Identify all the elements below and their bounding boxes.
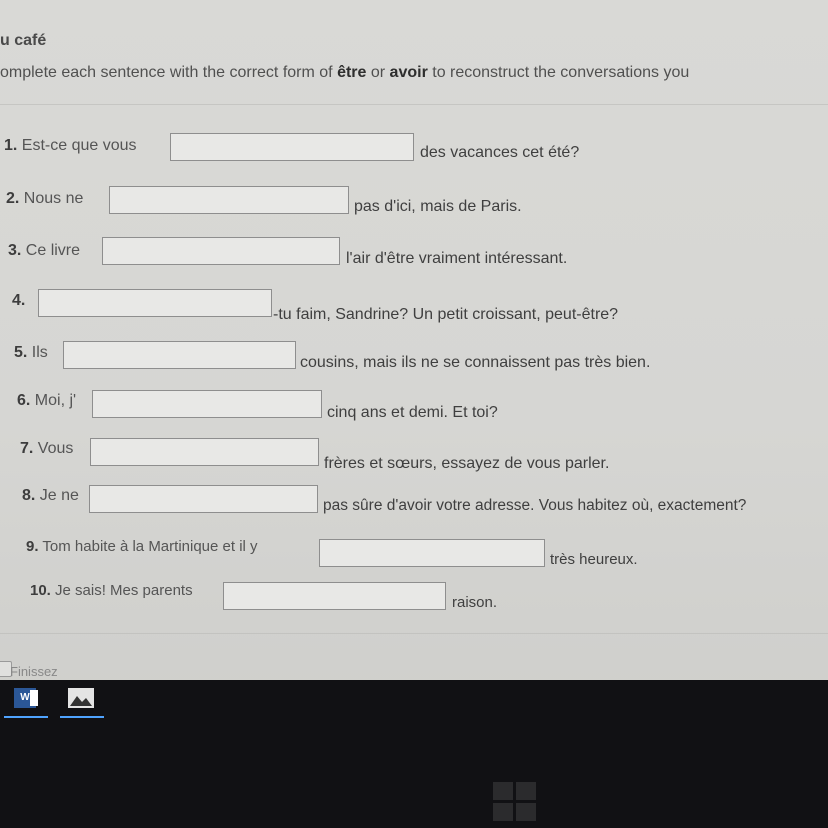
photos-active-indicator — [60, 716, 104, 718]
answer-field-5[interactable] — [63, 341, 296, 369]
header-divider — [0, 104, 828, 105]
question-suffix-5: cousins, mais ils ne se connaissent pas très bien. — [300, 354, 651, 371]
question-suffix-9: très heureux. — [550, 551, 638, 568]
question-number: 10. — [30, 582, 51, 599]
question-1 — [4, 137, 137, 155]
question-prefix: Nous ne — [23, 190, 84, 207]
answer-field-1[interactable] — [170, 133, 414, 161]
answer-field-7[interactable] — [90, 438, 319, 466]
question-8 — [22, 487, 79, 505]
page-title: u café — [0, 32, 47, 49]
photos-icon[interactable] — [68, 688, 94, 708]
instructions-part-2: or — [366, 64, 390, 81]
word-icon[interactable]: W — [14, 688, 36, 708]
mountain-glyph — [68, 688, 94, 708]
question-number: 5. — [14, 344, 28, 361]
answer-field-10[interactable] — [223, 582, 446, 610]
instructions-bold-avoir: avoir — [389, 64, 428, 81]
question-4 — [12, 292, 25, 310]
question-suffix-3: l'air d'être vraiment intéressant. — [346, 250, 568, 267]
question-10 — [30, 582, 193, 599]
footer-divider — [0, 633, 828, 634]
question-prefix: Tom habite à la Martinique et il y — [42, 538, 258, 555]
instructions-part-1: omplete each sentence with the correct form of — [0, 64, 338, 81]
question-prefix: Moi, j' — [34, 392, 77, 409]
question-suffix-1: des vacances cet été? — [420, 144, 580, 161]
question-5 — [14, 344, 48, 362]
question-number: 6. — [17, 392, 31, 409]
question-6 — [17, 392, 76, 410]
instructions-bold-etre: être — [337, 64, 367, 81]
answer-field-6[interactable] — [92, 390, 322, 418]
question-prefix: Je sais! Mes parents — [55, 582, 193, 599]
question-number: 9. — [26, 538, 39, 555]
windows-logo-icon — [493, 782, 537, 822]
answer-field-9[interactable] — [319, 539, 545, 567]
finish-label: Finissez — [10, 664, 58, 679]
question-number: 8. — [22, 487, 36, 504]
question-number: 7. — [20, 440, 34, 457]
question-3 — [8, 242, 80, 260]
question-suffix-7: frères et sœurs, essayez de vous parler. — [324, 455, 610, 472]
question-2 — [6, 190, 83, 208]
word-active-indicator — [4, 716, 48, 718]
question-prefix: Je ne — [39, 487, 79, 504]
question-7 — [20, 440, 73, 458]
question-suffix-10: raison. — [452, 594, 498, 611]
answer-field-2[interactable] — [109, 186, 349, 214]
instructions — [0, 64, 689, 82]
question-number: 3. — [8, 242, 22, 259]
question-suffix-8: pas sûre d'avoir votre adresse. Vous habitez où, exactement? — [323, 497, 747, 514]
question-suffix-6: cinq ans et demi. Et toi? — [327, 404, 498, 421]
question-prefix: Ce livre — [25, 242, 81, 259]
question-suffix-2: pas d'ici, mais de Paris. — [354, 198, 522, 215]
question-number: 2. — [6, 190, 20, 207]
question-number: 4. — [12, 292, 26, 309]
question-prefix: Est-ce que vous — [21, 137, 137, 154]
question-prefix: Vous — [37, 440, 74, 457]
taskbar — [0, 680, 828, 828]
answer-field-4[interactable] — [38, 289, 272, 317]
question-suffix-4: -tu faim, Sandrine? Un petit croissant, peut-être? — [273, 306, 619, 323]
instructions-part-3: to reconstruct the conversations you — [427, 64, 690, 81]
question-prefix: Ils — [31, 344, 48, 361]
answer-field-3[interactable] — [102, 237, 340, 265]
word-document-glyph — [30, 690, 38, 706]
question-9 — [26, 538, 258, 555]
question-number: 1. — [4, 137, 18, 154]
answer-field-8[interactable] — [89, 485, 318, 513]
